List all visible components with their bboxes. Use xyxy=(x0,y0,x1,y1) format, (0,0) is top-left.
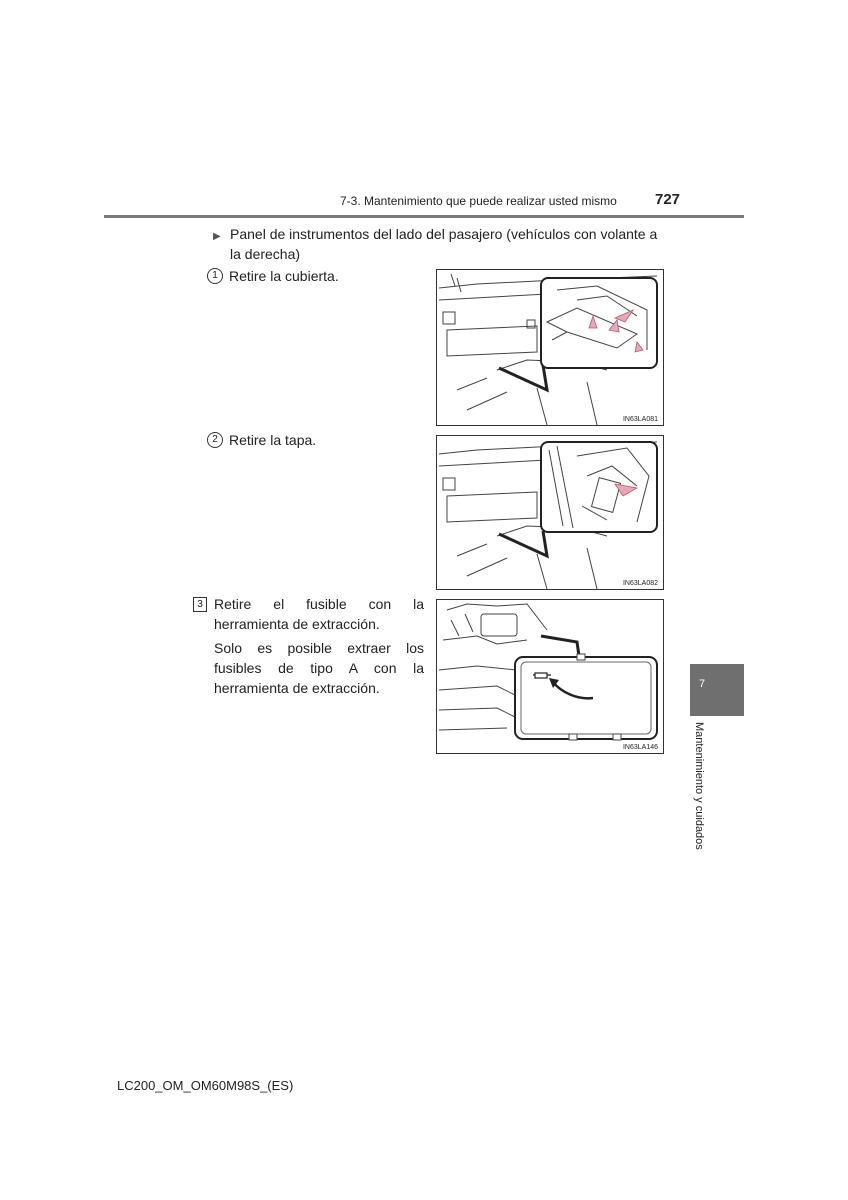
step-2-text: Retire la tapa. xyxy=(229,432,317,448)
intro-bullet xyxy=(213,224,663,264)
figure-1-code: IN63LA081 xyxy=(622,416,658,423)
intro-bullet-text: Panel de instrumentos del lado del pasajero (vehículos con volante a la derecha) xyxy=(230,226,658,262)
figure-2-illustration xyxy=(437,436,663,589)
chapter-number: 7 xyxy=(699,678,706,690)
step-3-marker: 3 xyxy=(193,597,207,612)
step-2-marker: 2 xyxy=(207,432,223,448)
footer-doc-code: LC200_OM_OM60M98S_(ES) xyxy=(117,1078,294,1093)
header-divider xyxy=(104,215,744,218)
chapter-tab xyxy=(690,664,744,716)
figure-3-code: IN63LA146 xyxy=(622,744,658,751)
step-1-marker: 1 xyxy=(207,268,223,284)
step-3-text: Retire el fusible con la herramienta de extracción. xyxy=(214,596,424,632)
step-1-text: Retire la cubierta. xyxy=(229,268,339,284)
step-3 xyxy=(214,594,424,702)
figure-1-illustration xyxy=(437,270,663,425)
page-number: 727 xyxy=(655,191,681,208)
figure-fuse-puller xyxy=(436,599,664,754)
figure-3-illustration xyxy=(437,600,663,753)
chapter-label: Mantenimiento y cuidados xyxy=(693,722,705,850)
section-title: 7-3. Mantenimiento que puede realizar usted mismo xyxy=(340,194,617,208)
figure-remove-cover xyxy=(436,269,664,426)
figure-2-code: IN63LA082 xyxy=(622,580,658,587)
triangle-bullet-icon: ▶ xyxy=(213,231,221,242)
figure-remove-lid xyxy=(436,435,664,590)
step-3-note: Solo es posible extraer los fusibles de tipo A con la herramienta de extracción. xyxy=(214,640,424,696)
